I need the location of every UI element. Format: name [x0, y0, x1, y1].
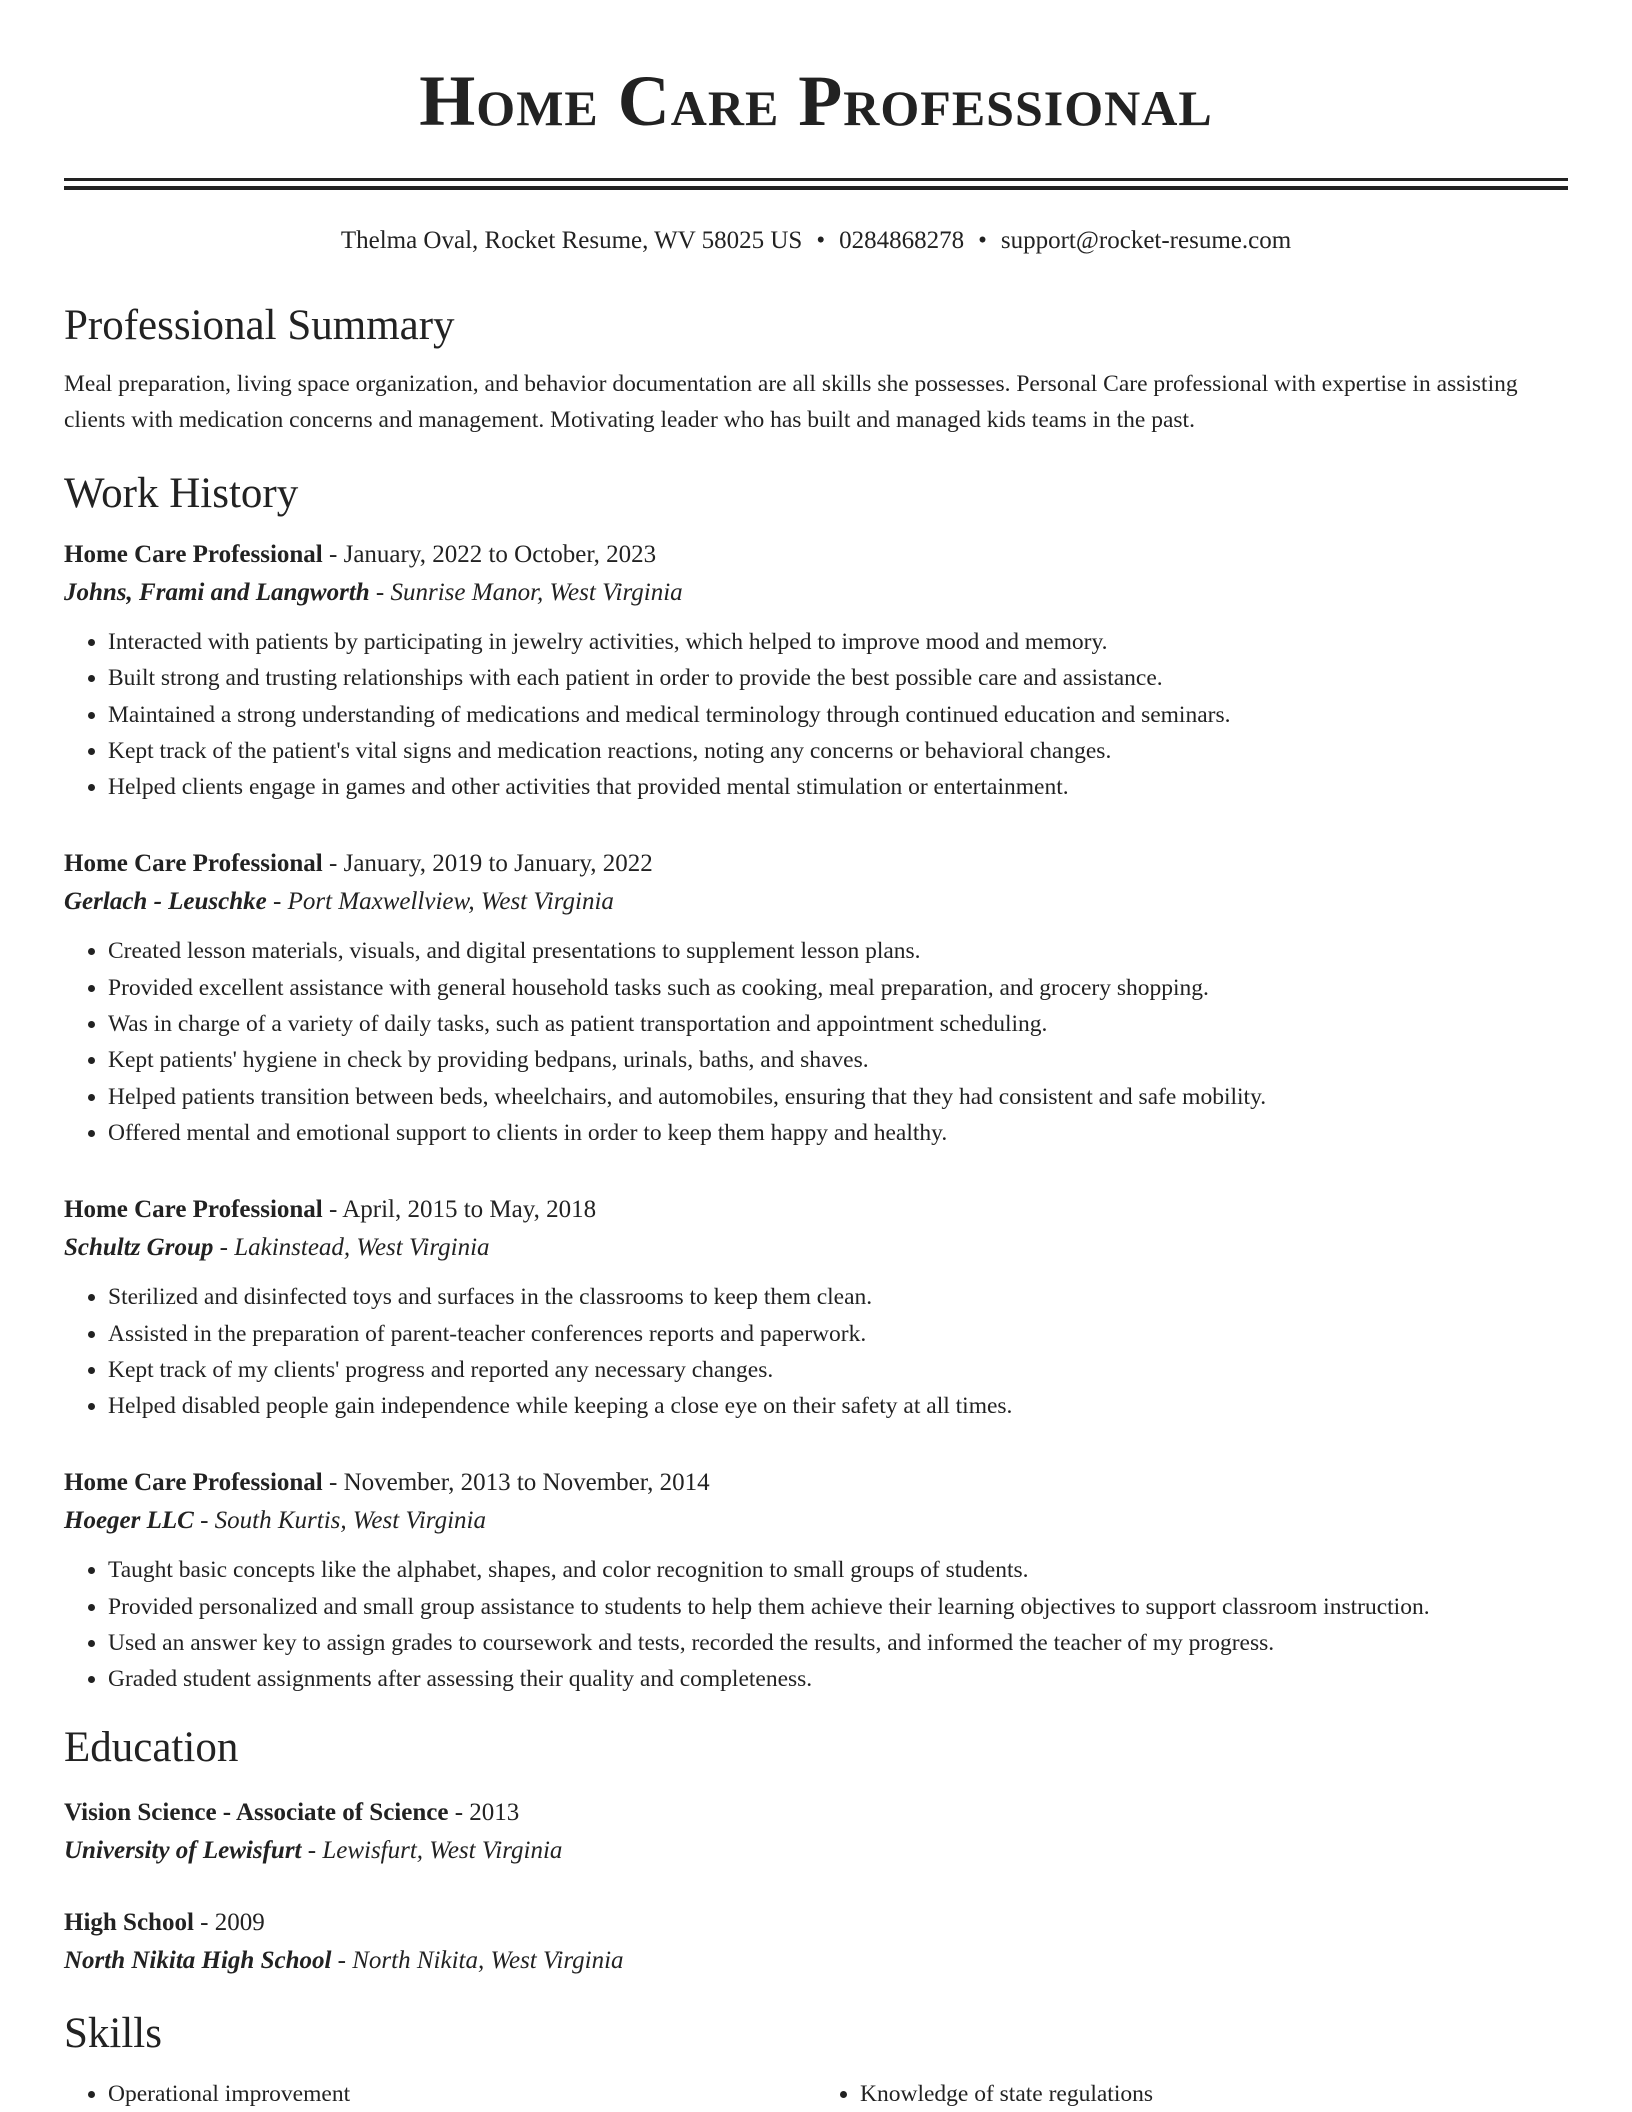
job-employer [64, 1502, 1568, 1540]
job-bullets [64, 933, 1568, 1151]
job-bullets [64, 1552, 1568, 1697]
job-heading [64, 1464, 1568, 1502]
job-heading [64, 1191, 1568, 1229]
job-dates: - January, 2022 to October, 2023 [322, 541, 657, 568]
education-school: University of Lewisfurt [64, 1836, 302, 1864]
job-dates: - January, 2019 to January, 2022 [322, 850, 653, 878]
list-item: • Graded student assignments after assessing their quality and completeness. [108, 1661, 1568, 1697]
list-item: • Helped disabled people gain independence while keeping a close eye on their safety at all times. [108, 1388, 1568, 1424]
job-employer [64, 883, 1568, 921]
job-entry [64, 1464, 1568, 1697]
contact-phone: 0284868278 [839, 227, 965, 254]
job-heading [64, 536, 1568, 574]
job-role: Home Care Professional [64, 541, 323, 568]
list-item: • Provided excellent assistance with general household tasks such as cooking, meal preparation, and grocery shopping. [108, 970, 1568, 1006]
job-location: - Sunrise Manor, West Virginia [369, 579, 683, 606]
job-entry [64, 1191, 1568, 1424]
job-role: Home Care Professional [64, 1469, 323, 1497]
contact-line [64, 224, 1568, 258]
job-location: - Lakinstead, West Virginia [213, 1234, 490, 1262]
job-company: Johns, Frami and Langworth [64, 579, 370, 606]
education-year: - 2009 [193, 1908, 265, 1936]
list-item: • Assisted in the preparation of parent-teacher conferences reports and paperwork. [108, 1316, 1568, 1352]
education-entry [64, 1794, 1568, 1870]
list-item: • Kept track of the patient's vital signs and medication reactions, noting any concerns or behavioral changes. [108, 733, 1568, 769]
list-item: • Offered mental and emotional support to clients in order to keep them happy and healthy. [108, 1115, 1568, 1151]
job-dates: - November, 2013 to November, 2014 [322, 1469, 710, 1497]
list-item: • Sterilized and disinfected toys and surfaces in the classrooms to keep them clean. [108, 1279, 1568, 1315]
education-school: North Nikita High School [64, 1946, 332, 1974]
education-heading [64, 1794, 1568, 1832]
job-company: Schultz Group [64, 1234, 214, 1262]
section-title-work-history: Work History [64, 470, 299, 517]
job-entry [64, 845, 1568, 1151]
job-heading [64, 845, 1568, 883]
candidate-name: Home Care Professional [419, 61, 1213, 141]
job-employer [64, 1229, 1568, 1267]
list-item: • Maintained a strong understanding of medications and medical terminology through continued education and seminars. [108, 697, 1568, 733]
list-item: • Created lesson materials, visuals, and digital presentations to supplement lesson plans. [108, 933, 1568, 969]
header-double-rule [64, 178, 1568, 190]
contact-address: Thelma Oval, Rocket Resume, WV 58025 US [340, 227, 803, 254]
list-item: • Kept patients' hygiene in check by providing bedpans, urinals, baths, and shaves. [108, 1042, 1568, 1078]
list-item: • Was in charge of a variety of daily tasks, such as patient transportation and appointment scheduling. [108, 1006, 1568, 1042]
list-item: • Helped clients engage in games and other activities that provided mental stimulation or entertainment. [108, 769, 1568, 805]
job-company: Hoeger LLC [64, 1507, 194, 1535]
education-location: - North Nikita, West Virginia [331, 1946, 624, 1974]
education-location: - Lewisfurt, West Virginia [301, 1836, 563, 1864]
list-item: • Helped patients transition between beds, wheelchairs, and automobiles, ensuring that they had consistent and safe mobility. [108, 1079, 1568, 1115]
contact-separator: • [816, 227, 826, 254]
job-bullets [64, 1279, 1568, 1424]
section-title-summary: Professional Summary [64, 302, 455, 349]
education-degree: Vision Science - Associate of Science [64, 1798, 449, 1826]
job-entry [64, 536, 1568, 805]
job-employer [64, 574, 1568, 612]
contact-email: support@rocket-resume.com [1000, 227, 1292, 254]
list-item: • Interacted with patients by participating in jewelry activities, which helped to improve mood and memory. [108, 624, 1568, 660]
list-item: • Knowledge of state regulations [860, 2076, 1568, 2112]
skills-columns [64, 2076, 1568, 2112]
list-item: • Built strong and trusting relationships with each patient in order to provide the best possible care and assistance. [108, 660, 1568, 696]
summary-text: Meal preparation, living space organization, and behavior documentation are all skills she possesses. Personal Care professional with expertise in assisting clients with medication concerns and management. Motivating leader who has built and managed kids teams in the past. [64, 371, 1518, 433]
education-school-line [64, 1832, 1568, 1870]
section-title-education: Education [64, 1723, 239, 1771]
education-heading [64, 1904, 1568, 1942]
education-degree: High School [64, 1908, 194, 1936]
list-item: • Kept track of my clients' progress and reported any necessary changes. [108, 1352, 1568, 1388]
skills-list-right [816, 2076, 1568, 2112]
job-role: Home Care Professional [64, 1196, 323, 1224]
contact-separator: • [978, 227, 987, 254]
job-location: - South Kurtis, West Virginia [193, 1507, 486, 1535]
job-role: Home Care Professional [64, 850, 323, 878]
list-item: • Provided personalized and small group assistance to students to help them achieve their learning objectives to support classroom instruction. [108, 1589, 1568, 1625]
list-item: • Taught basic concepts like the alphabet, shapes, and color recognition to small groups of students. [108, 1552, 1568, 1588]
education-entry [64, 1904, 1568, 1980]
education-year: - 2013 [448, 1798, 520, 1826]
education-school-line [64, 1942, 1568, 1980]
skills-list-left [64, 2076, 816, 2112]
job-location: - Port Maxwellview, West Virginia [266, 888, 614, 916]
list-item: • Operational improvement [108, 2076, 816, 2112]
section-title-skills: Skills [64, 2009, 162, 2057]
job-dates: - April, 2015 to May, 2018 [322, 1196, 597, 1224]
job-bullets [64, 624, 1568, 805]
job-company: Gerlach - Leuschke [64, 888, 267, 916]
list-item: • Used an answer key to assign grades to coursework and tests, recorded the results, and informed the teacher of my progress. [108, 1625, 1568, 1661]
